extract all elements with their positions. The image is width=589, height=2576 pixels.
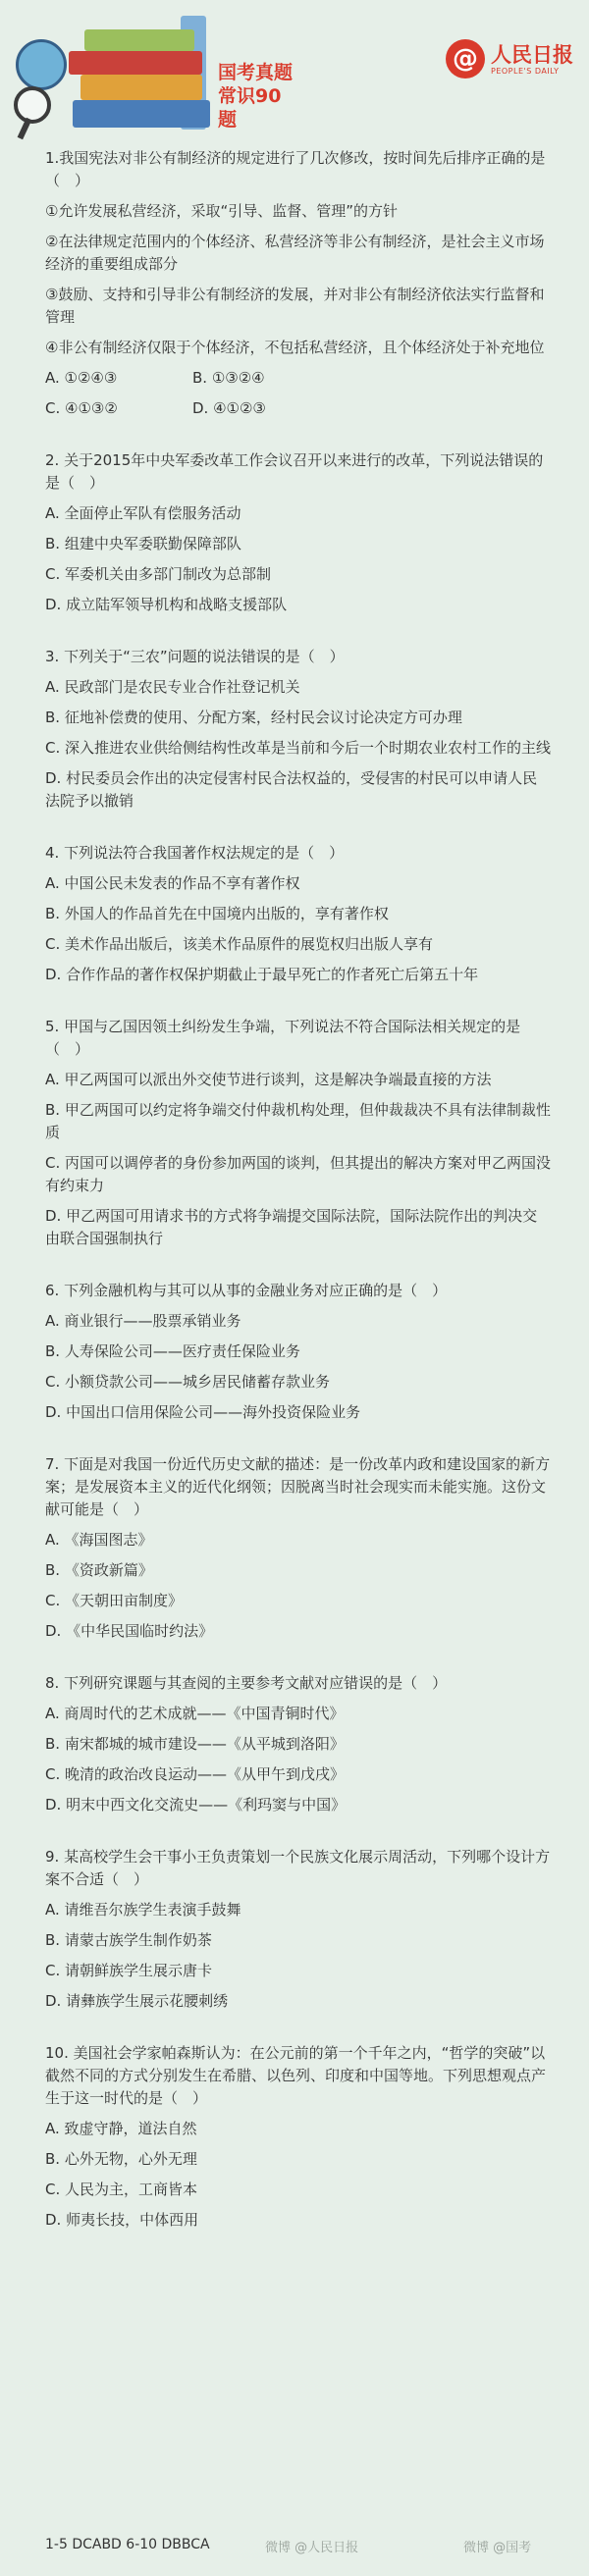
question-stem: 10. 美国社会学家帕森斯认为：在公元前的第一个千年之内，“哲学的突破”以截然不同的方式分别发生在希腊、以色列、印度和中国等地。下列思想观点产生于这一时代的是（ ） [45,2044,547,2107]
brand-subtitle: PEOPLE'S DAILY [491,66,560,76]
option: B. ①③②④ [192,369,265,387]
option: D. 甲乙两国可用请求书的方式将争端提交国际法院，国际法院作出的判决交由联合国强制执行 [45,1207,538,1247]
option: A. 商周时代的艺术成就——《中国青铜时代》 [45,1705,345,1722]
globe-icon [16,39,67,90]
question [45,2042,552,2232]
option: B. 甲乙两国可以约定将争端交付仲裁机构处理，但仲裁裁决不具有法律制裁性质 [45,1101,551,1141]
option: D. 《中华民国临时约法》 [45,1622,214,1640]
question-stem: 1.我国宪法对非公有制经济的规定进行了几次修改，按时间先后排序正确的是（ ） [45,149,546,189]
watermark: 微博 @人民日报 [265,2541,359,2555]
option: B. 组建中央军委联勤保障部队 [45,535,241,552]
book-icon [69,51,202,75]
option: A. 全面停止军队有偿服务活动 [45,504,241,522]
option: B. 《资政新篇》 [45,1561,153,1579]
option: C. 丙国可以调停者的身份参加两国的谈判，但其提出的解决方案对甲乙两国没有约束力 [45,1154,552,1194]
option: C. 美术作品出版后，该美术作品原件的展览权归出版人享有 [45,935,434,953]
magnifier-handle-icon [18,118,32,139]
option: C. 小额贷款公司——城乡居民储蓄存款业务 [45,1373,331,1391]
option: D. ④①②③ [192,399,266,417]
option: A. 致虚守静，道法自然 [45,2120,197,2137]
question [45,1672,552,1816]
option: B. 南宋都城的城市建设——《从平城到洛阳》 [45,1735,345,1753]
books-illustration [14,10,210,135]
option: C. ④①③② [45,399,118,417]
book-icon [80,75,202,100]
option: A. 请维吾尔族学生表演手鼓舞 [45,1901,241,1919]
option: B. 请蒙古族学生制作奶茶 [45,1931,212,1949]
option: A. 甲乙两国可以派出外交使节进行谈判，这是解决争端最直接的方法 [45,1071,492,1088]
question-stem: 4. 下列说法符合我国著作权法规定的是（ ） [45,844,345,862]
statement: ②在法律规定范围内的个体经济、私营经济等非公有制经济，是社会主义市场经济的重要组成部分 [45,233,545,273]
question [45,1016,552,1250]
title-badge [218,61,298,131]
question-stem: 2. 关于2015年中央军委改革工作会议召开以来进行的改革，下列说法错误的是（ ） [45,451,544,492]
option: C. 请朝鲜族学生展示唐卡 [45,1962,213,1979]
option: A. 《海国图志》 [45,1531,153,1549]
watermark: 微博 @国考 [463,2541,532,2555]
option: D. 成立陆军领导机构和战略支援部队 [45,596,288,613]
option: D. 中国出口信用保险公司——海外投资保险业务 [45,1403,361,1421]
answer-key: 1-5 DCABD 6-10 DBBCA [45,2537,210,2552]
brand-mark-icon: @ [446,39,485,79]
book-icon [84,29,194,51]
book-icon [73,100,210,128]
option: A. 中国公民未发表的作品不享有著作权 [45,874,300,892]
question-stem: 8. 下列研究课题与其查阅的主要参考文献对应错误的是（ ） [45,1674,448,1692]
option: D. 明末中西文化交流史——《利玛窦与中国》 [45,1796,347,1814]
option: C. 深入推进农业供给侧结构性改革是当前和今后一个时期农业农村工作的主线 [45,739,552,757]
option: A. 商业银行——股票承销业务 [45,1312,241,1330]
option: A. ①②④③ [45,369,118,387]
option: C. 晚清的政治改良运动——《从甲午到戊戌》 [45,1765,346,1783]
question-stem: 3. 下列关于“三农”问题的说法错误的是（ ） [45,648,345,665]
question [45,842,552,986]
option: B. 外国人的作品首先在中国境内出版的，享有著作权 [45,905,389,922]
brand-logo [446,39,573,79]
option: D. 师夷长技，中体西用 [45,2211,199,2229]
option: D. 请彝族学生展示花腰刺绣 [45,1992,229,2010]
badge-line2: 常识90题 [218,85,282,131]
brand-name: 人民日报 [491,42,573,67]
statement: ①允许发展私营经济，采取“引导、监督、管理”的方针 [45,202,398,220]
magnifier-icon [14,86,51,124]
question [45,646,552,813]
question-stem: 6. 下列金融机构与其可以从事的金融业务对应正确的是（ ） [45,1282,448,1299]
question [45,147,552,420]
question [45,449,552,616]
option: C. 人民为主，工商皆本 [45,2181,198,2198]
option: B. 征地补偿费的使用、分配方案，经村民会议讨论决定方可办理 [45,709,462,726]
question [45,1846,552,2013]
question-stem: 9. 某高校学生会干事小王负责策划一个民族文化展示周活动，下列哪个设计方案不合适（ ） [45,1848,551,1888]
statement: ④非公有制经济仅限于个体经济，不包括私营经济，且个体经济处于补充地位 [45,339,545,356]
question-list [0,147,589,2232]
option: A. 民政部门是农民专业合作社登记机关 [45,678,300,696]
badge-line1: 国考真题 [218,62,294,83]
option: C. 军委机关由多部门制改为总部制 [45,565,272,583]
option: D. 合作作品的著作权保护期截止于最早死亡的作者死亡后第五十年 [45,966,479,983]
question [45,1280,552,1424]
option: B. 人寿保险公司——医疗责任保险业务 [45,1342,300,1360]
option: D. 村民委员会作出的决定侵害村民合法权益的，受侵害的村民可以申请人民法院予以撤销 [45,769,538,810]
statement: ③鼓励、支持和引导非公有制经济的发展，并对非公有制经济依法实行监督和管理 [45,286,545,326]
question [45,1453,552,1643]
question-stem: 5. 甲国与乙国因领土纠纷发生争端，下列说法不符合国际法相关规定的是（ ） [45,1018,521,1058]
option: B. 心外无物，心外无理 [45,2150,197,2168]
header-banner [0,0,589,147]
question-stem: 7. 下面是对我国一份近代历史文献的描述：是一份改革内政和建设国家的新方案；是发展资本主义的近代化纲领；因脱离当时社会现实而未能实施。这份文献可能是（ ） [45,1455,551,1518]
option: C. 《天朝田亩制度》 [45,1592,184,1609]
